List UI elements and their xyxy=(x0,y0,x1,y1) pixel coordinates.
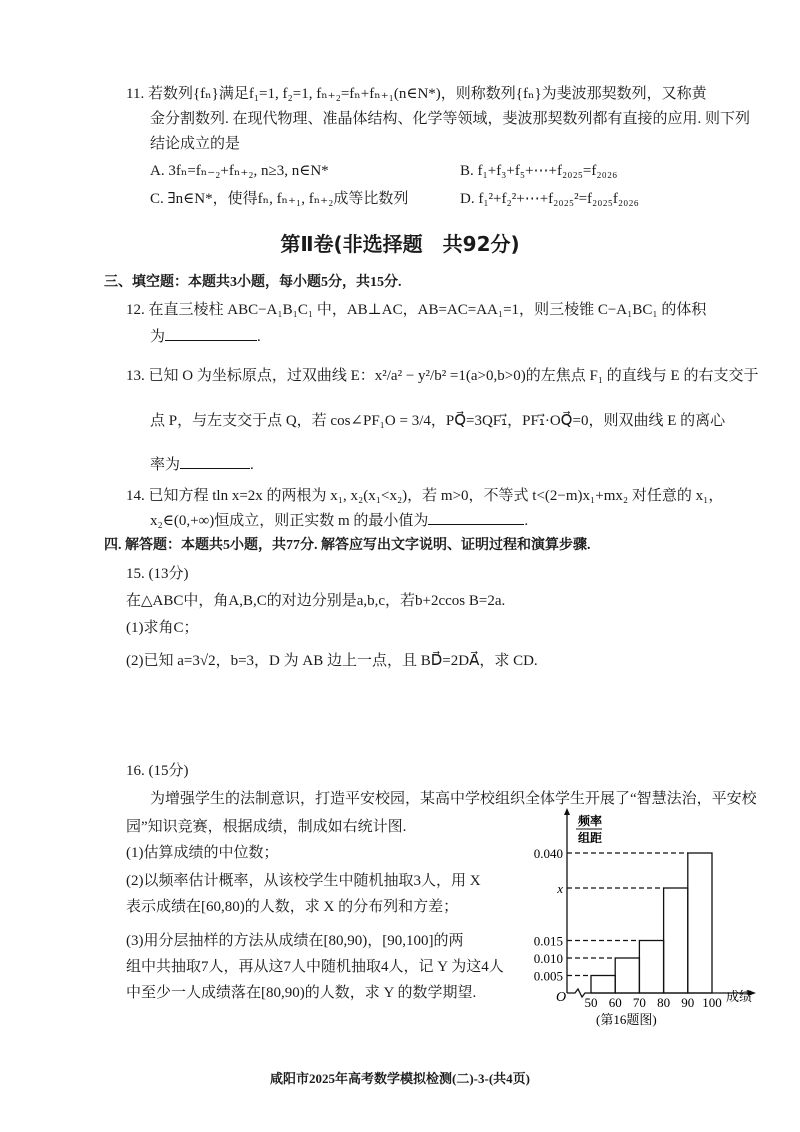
y-tick-label: x xyxy=(557,881,563,896)
section4-heading: 四. 解答题：本题共5小题，共77分. 解答应写出文字说明、证明过程和演算步骤. xyxy=(104,538,591,553)
y-tick-label: 0.010 xyxy=(533,951,563,966)
q16-line: (1)估算成绩的中位数； xyxy=(126,845,279,861)
q14-answer-blank[interactable] xyxy=(428,510,524,525)
x-tick-label: 80 xyxy=(657,995,671,1010)
histogram-bar xyxy=(591,976,615,994)
histogram-bar xyxy=(639,941,663,994)
q11-line2: 金分割数列. 在现代物理、准晶体结构、化学等领域，斐波那契数列都有直接的应用. 则下列 xyxy=(150,111,751,127)
x-tick-label: 70 xyxy=(632,995,646,1010)
y-tick-label: 0.005 xyxy=(533,968,563,984)
q13-answer-blank[interactable] xyxy=(180,454,250,469)
q13-line1: 13. 已知 O 为坐标原点，过双曲线 E：x²/a² − y²/b² =1(a>0,b>0)的左焦点 F₁ 的直线与 E 的右支交于 xyxy=(126,368,759,384)
q11-option-a: A. 3fₙ=fₙ₋₂+fₙ₊₂, n≥3, n∈N* xyxy=(150,163,329,179)
q14-text: x₂∈(0,+∞)恒成立，则正实数 m 的最小值为 xyxy=(150,513,429,529)
q13-line2: 点 P，与左支交于点 Q，若 cos∠PF₁O = 3/4，PQ⃗=3QF₁⃗，PF₁⃗·OQ⃗=0，则双曲线 E 的离心 xyxy=(150,413,726,429)
q11-line3: 结论成立的是 xyxy=(150,136,241,152)
q15-part2: (2)已知 a=3√2，b=3，D 为 AB 边上一点，且 BD⃗=2DA⃗，求 CD. xyxy=(126,653,538,669)
q13-text: 率为 xyxy=(150,457,181,473)
histogram-bar xyxy=(664,888,688,993)
q15-stem: 在△ABC中，角A,B,C的对边分别是a,b,c，若b+2ccos B=2a. xyxy=(126,593,506,609)
q11-option-b: B. f₁+f₃+f₅+⋯+f₂₀₂₅=f₂₀₂₆ xyxy=(460,163,618,179)
origin-label: O xyxy=(556,990,567,1005)
x-tick-label: 90 xyxy=(681,995,695,1010)
x-tick-label: 50 xyxy=(584,995,598,1010)
q12-answer-blank[interactable] xyxy=(165,326,257,341)
q16-line: 园”知识竞赛，根据成绩，制成如右统计图. xyxy=(126,819,407,835)
x-tick-label: 60 xyxy=(608,995,622,1010)
q16-line: 中至少一人成绩落在[80,90)的人数，求 Y 的数学期望. xyxy=(126,985,477,1001)
q15-part1: (1)求角C； xyxy=(126,620,199,636)
q11-option-c: C. ∃n∈N*，使得fₙ, fₙ₊₁, fₙ₊₂成等比数列 xyxy=(150,191,409,207)
q11-line1: 11. 若数列{fₙ}满足f₁=1, f₂=1, fₙ₊₂=fₙ+fₙ₊₁(n∈N*)，则称数列{fₙ}为斐波那契数列，又称黄 xyxy=(126,86,707,102)
y-tick-label: 0.015 xyxy=(533,933,563,949)
q11-option-d: D. f₁²+f₂²+⋯+f₂₀₂₅²=f₂₀₂₅f₂₀₂₆ xyxy=(460,191,639,207)
q14-line2: x₂∈(0,+∞)恒成立，则正实数 m 的最小值为 . xyxy=(150,510,528,531)
q14-line1: 14. 已知方程 tln x=2x 的两根为 x₁, x₂(x₁<x₂)，若 m>0，不等式 t<(2−m)x₁+mx₂ 对任意的 x₁， xyxy=(126,488,724,504)
section3-heading: 三、填空题：本题共3小题，每小题5分，共15分. xyxy=(104,275,402,290)
y-axis-label-top: 频率 xyxy=(578,814,603,828)
q16-heading: 16. (15分) xyxy=(126,763,189,779)
frequency-histogram xyxy=(500,805,780,1045)
y-axis-arrow xyxy=(564,808,570,815)
q12-line2: 为 . xyxy=(150,326,261,347)
x-tick-label: 100 xyxy=(702,995,722,1010)
q16-line: (2)以频率估计概率，从该校学生中随机抽取3人，用 X xyxy=(126,873,481,889)
histogram-bar xyxy=(688,853,712,993)
q16-line: (3)用分层抽样的方法从成绩在[80,90)，[90,100]的两 xyxy=(126,933,464,949)
part2-title: 第Ⅱ卷(非选择题 共92分) xyxy=(280,232,520,256)
q16-line: 组中共抽取7人，再从这7人中随机抽取4人，记 Y 为这4人 xyxy=(126,959,504,975)
q12-text: 为 xyxy=(150,329,166,345)
chart-caption: (第16题图) xyxy=(596,1012,657,1027)
histogram-bar xyxy=(615,958,639,993)
y-axis-label-bottom: 组距 xyxy=(578,831,603,845)
y-tick-label: 0.040 xyxy=(533,846,563,861)
q16-line: 表示成绩在[60,80)的人数，求 X 的分布列和方差； xyxy=(126,899,459,915)
q15-heading: 15. (13分) xyxy=(126,566,189,582)
q13-line3: 率为 . xyxy=(150,454,254,475)
x-axis-label: 成绩 xyxy=(726,989,753,1004)
page-footer: 咸阳市2025年高考数学模拟检测(二)-3-(共4页) xyxy=(270,1071,530,1086)
q12-line1: 12. 在直三棱柱 ABC−A₁B₁C₁ 中，AB⊥AC，AB=AC=AA₁=1，则三棱锥 C−A₁BC₁ 的体积 xyxy=(126,302,707,318)
q16-line: 为增强学生的法制意识，打造平安校园，某高中学校组织全体学生开展了“智慧法治，平安校 xyxy=(150,791,757,807)
